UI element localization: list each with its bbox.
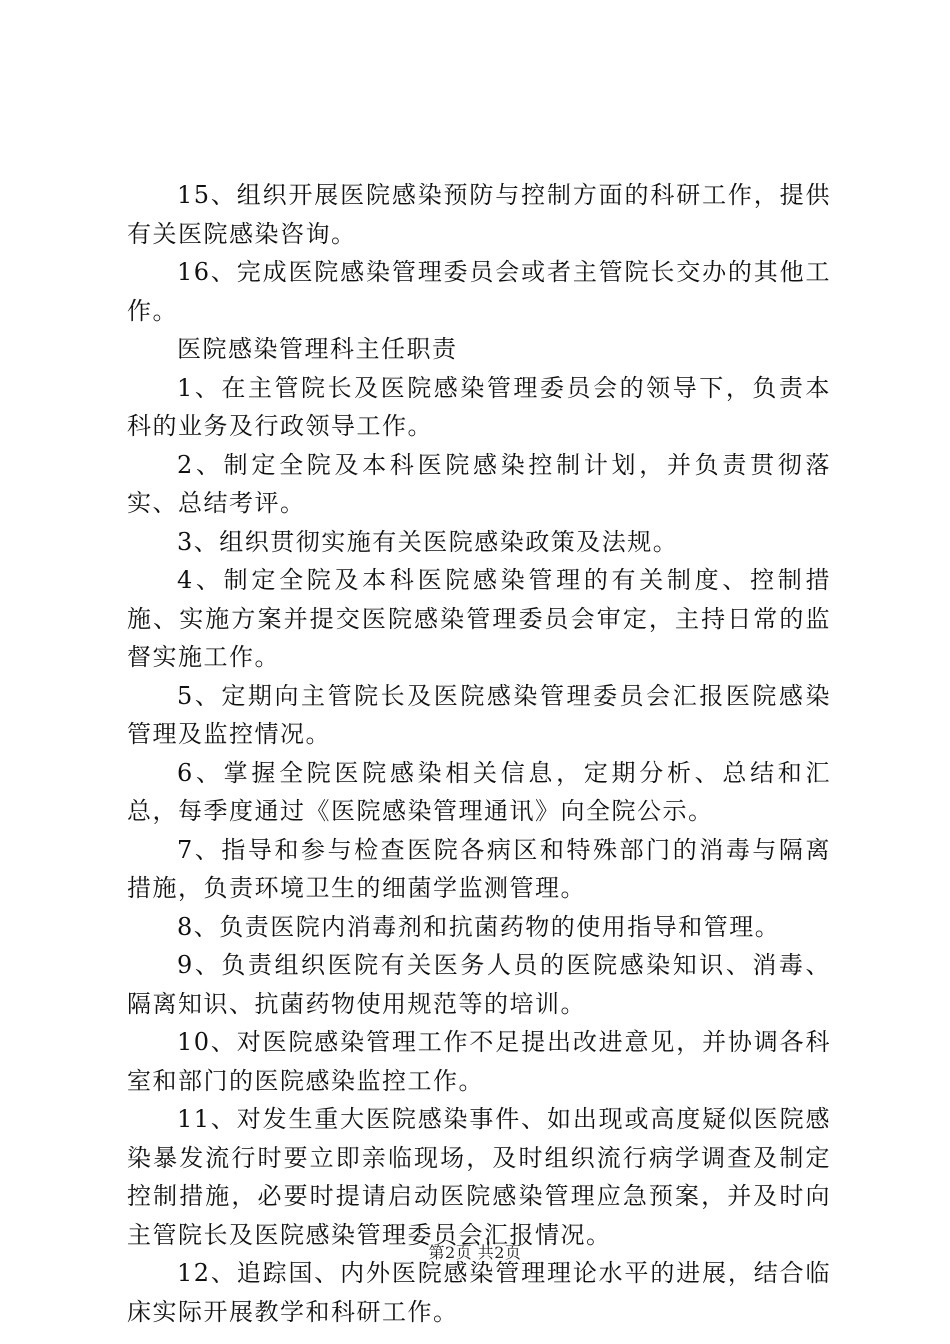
paragraph: 9、负责组织医院有关医务人员的医院感染知识、消毒、隔离知识、抗菌药物使用规范等的培训。	[127, 951, 831, 1018]
paragraph: 4、制定全院及本科医院感染管理的有关制度、控制措施、实施方案并提交医院感染管理委员会审定，主持日常的监督实施工作。	[127, 566, 831, 671]
paragraph: 15、组织开展医院感染预防与控制方面的科研工作，提供有关医院感染咨询。	[127, 181, 831, 248]
paragraph: 3、组织贯彻实施有关医院感染政策及法规。	[177, 527, 679, 556]
page-number-footer: 第2页 共2页	[428, 1243, 522, 1262]
document-body	[127, 176, 831, 1331]
paragraph: 12、追踪国、内外医院感染管理理论水平的进展，结合临床实际开展教学和科研工作。	[127, 1259, 831, 1326]
paragraph: 16、完成医院感染管理委员会或者主管院长交办的其他工作。	[127, 258, 831, 325]
section-heading: 医院感染管理科主任职责	[177, 335, 458, 363]
paragraph: 8、负责医院内消毒剂和抗菌药物的使用指导和管理。	[177, 912, 781, 941]
paragraph: 1、在主管院长及医院感染管理委员会的领导下，负责本科的业务及行政领导工作。	[127, 373, 831, 440]
paragraph: 6、掌握全院医院感染相关信息，定期分析、总结和汇总，每季度通过《医院感染管理通讯》向全院公示。	[127, 758, 831, 825]
paragraph: 11、对发生重大医院感染事件、如出现或高度疑似医院感染暴发流行时要立即亲临现场，及时组织流行病学调查及制定控制措施，必要时提请启动医院感染管理应急预案，并及时向主管院长及医院感染管理委员会汇报情况。	[127, 1105, 831, 1249]
paragraph: 7、指导和参与检查医院各病区和特殊部门的消毒与隔离措施，负责环境卫生的细菌学监测管理。	[127, 835, 831, 902]
paragraph: 5、定期向主管院长及医院感染管理委员会汇报医院感染管理及监控情况。	[127, 681, 831, 748]
paragraph: 2、制定全院及本科医院感染控制计划，并负责贯彻落实、总结考评。	[127, 450, 831, 517]
paragraph: 10、对医院感染管理工作不足提出改进意见，并协调各科室和部门的医院感染监控工作。	[127, 1028, 831, 1095]
